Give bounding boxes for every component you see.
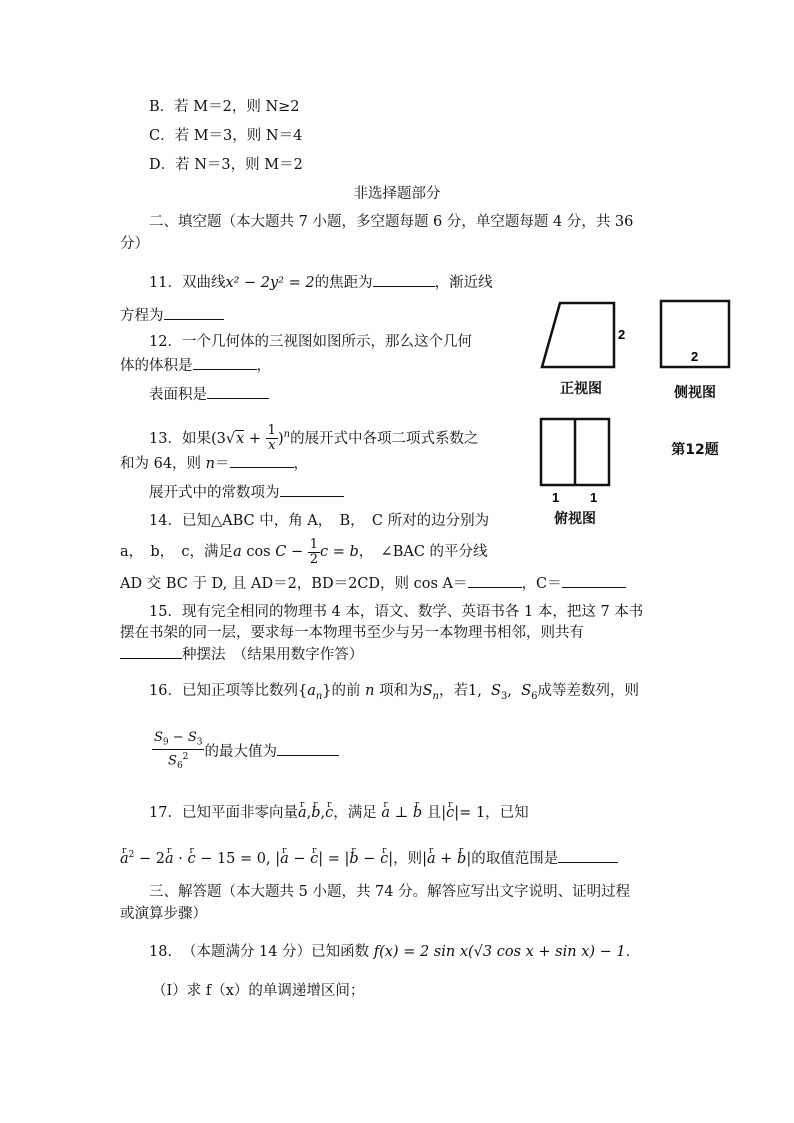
question-12-surface: 表面积是 bbox=[149, 384, 269, 405]
question-15-line3: 种摆法 （结果用数字作答） bbox=[120, 644, 363, 665]
three-view-figure bbox=[530, 295, 760, 535]
question-13-constant: 展开式中的常数项为 bbox=[149, 482, 344, 503]
question-17: 17．已知平面非零向量r a,r b,r c，满足 r a ⊥ r b 且|r c|= 1，已知 bbox=[149, 803, 529, 823]
question-18: 18． （本题满分 14 分）已知函数 f(x) = 2 sin x(√3 cos x + sin x) − 1． bbox=[149, 944, 641, 960]
solve-header-line2: 或演算步骤） bbox=[120, 906, 207, 922]
side-view-dim: 2 bbox=[691, 349, 699, 364]
question-13: 13．如果(3√x + $\frac{1}{x}$ )$^n$的展开式中各项二项式系数之 bbox=[149, 423, 479, 454]
question-15-line2: 摆在书架的同一层，要求每一本物理书至少与另一本物理书相邻，则共有 bbox=[120, 625, 584, 641]
question-14: 14．已知△ABC 中，角 A， B， C 所对的边分别为 bbox=[149, 513, 490, 529]
fill-header-line2: 分） bbox=[120, 236, 149, 252]
top-view-dim-right: 1 bbox=[590, 490, 598, 505]
top-view-dim-left: 1 bbox=[552, 490, 560, 505]
question-16: 16．已知正项等比数列$\{a_n\}$的前 n 项和为$S_n$，若1, $S_3$, $S_6$成等差数列，则 bbox=[149, 683, 639, 702]
question-16-expr: $\frac{S_9 - S_3}{S_6^2}$ 的最大值为 bbox=[152, 730, 339, 774]
solve-header-line1: 三、解答题（本大题共 5 小题，共 74 分。解答应写出文字说明、证明过程 bbox=[149, 884, 631, 900]
top-view-label: 俯视图 bbox=[554, 511, 596, 527]
question-15: 15．现有完全相同的物理书 4 本，语文、数学、英语书各 1 本，把这 7 本书 bbox=[149, 604, 644, 620]
question-11-cont: 方程为 bbox=[120, 305, 224, 326]
question-14-cond: a， b， c，满足a cos C − $\frac{1}{2}$ c = b， ∠BAC 的平分线 bbox=[120, 536, 488, 567]
front-view-label: 正视图 bbox=[560, 381, 602, 397]
section-title: 非选择题部分 bbox=[353, 186, 441, 202]
question-12: 12．一个几何体的三视图如图所示，那么这个几何 bbox=[149, 334, 472, 350]
front-view-shape bbox=[542, 303, 614, 367]
question-11: 11．双曲线x² − 2y² = 2的焦距为 ，渐近线 bbox=[149, 272, 493, 293]
question-13-cont: 和为 64，则 n＝ ， bbox=[120, 453, 308, 474]
question-14-ask: AD 交 BC 于 D, 且 AD＝2，BD＝2CD，则 cos A＝ ，C＝ bbox=[120, 573, 626, 594]
option-d: D．若 N＝3，则 M＝2 bbox=[149, 157, 303, 173]
question-17-cond: r $a^2 - 2r$ a · r c − 15 = 0, |r a − r c| = |r b − r c|，则|r a + r b|的取值范围是 bbox=[120, 845, 618, 869]
figure-caption: 第12题 bbox=[671, 442, 719, 458]
fill-header-line1: 二、填空题（本大题共 7 小题，多空题每题 6 分，单空题每题 4 分，共 36 bbox=[149, 214, 634, 230]
side-view-label: 侧视图 bbox=[674, 385, 716, 401]
front-view-dim: 2 bbox=[618, 327, 626, 342]
option-b: B．若 M＝2，则 N≥2 bbox=[149, 99, 300, 115]
question-12-volume: 体的体积是 ， bbox=[120, 355, 271, 376]
question-18-part1: （Ⅰ）求 f（x）的单调递增区间； bbox=[152, 983, 365, 999]
option-c: C．若 M＝3，则 N＝4 bbox=[149, 128, 303, 144]
